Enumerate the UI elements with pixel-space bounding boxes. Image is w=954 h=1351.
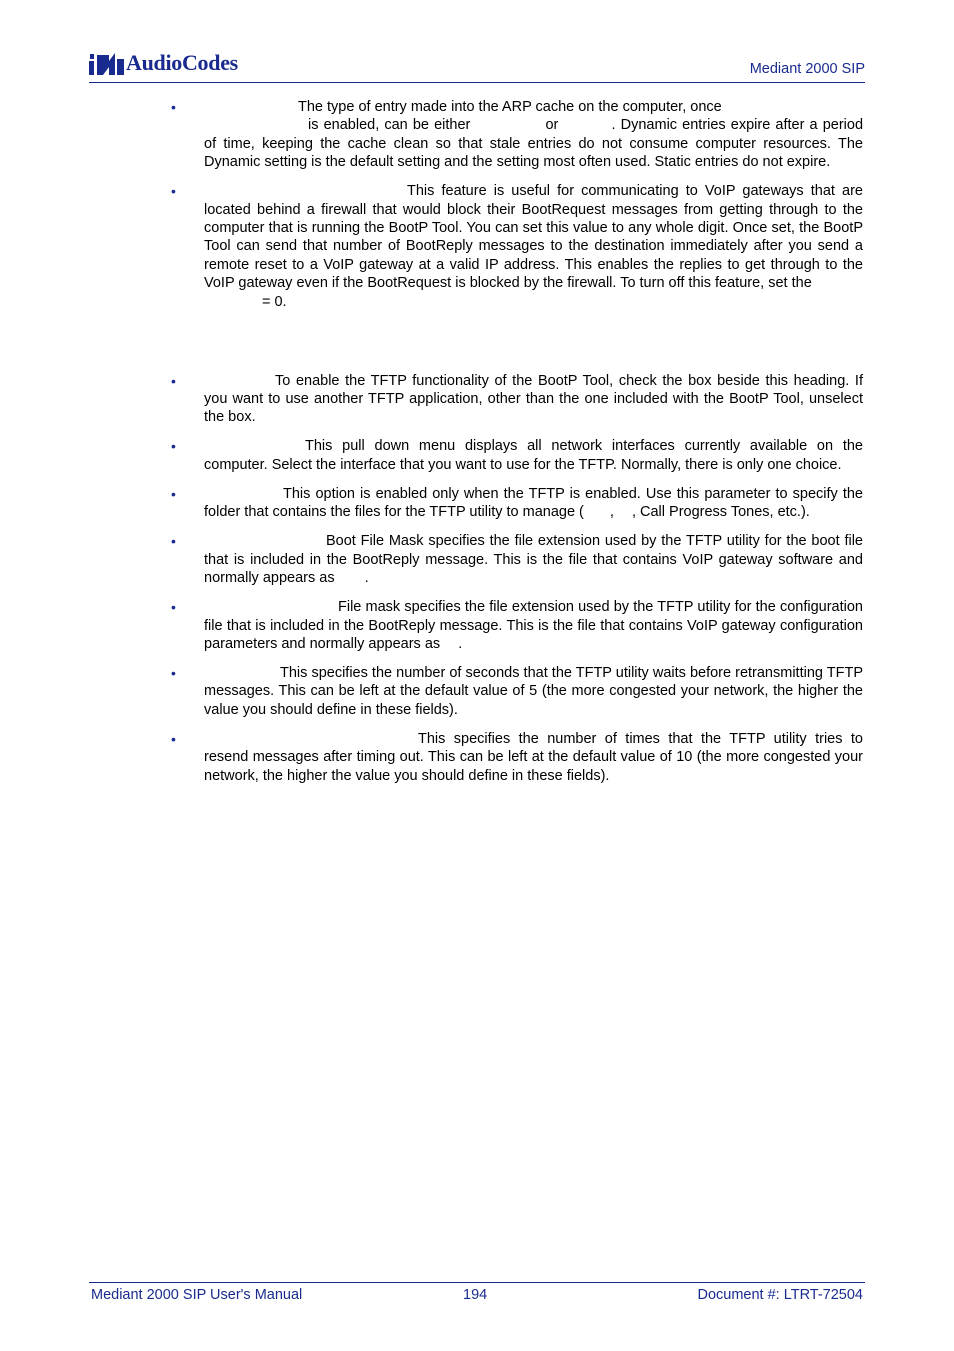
- list-item: [171, 485, 863, 522]
- paragraph-text: = 0.: [262, 293, 287, 310]
- paragraph-text: This specifies the number of seconds that the TFTP utility waits before retransmitting TFTP messages. This can be left at the default value of 5 (the more congested your network, the higher the value you should define in these fields).: [204, 664, 863, 718]
- paragraph-text: Boot File Mask specifies the file extension used by the TFTP utility for the boot file that is included in the BootReply message. This is the file that contains VoIP gateway software and normally appears as: [204, 533, 863, 587]
- footer-document-number: Document #: LTRT-72504: [697, 1287, 863, 1303]
- bullet-icon: •: [171, 372, 176, 389]
- paragraph-text: , Call Progress Tones, etc.).: [631, 504, 810, 521]
- list-item: [171, 372, 863, 427]
- section-gap: [171, 322, 863, 372]
- bullet-icon: •: [171, 183, 176, 200]
- paragraph-text: The type of entry made into the ARP cache on the computer, once: [298, 99, 722, 115]
- paragraph-text: . Dynamic entries expire after a period of time, keeping the cache clean so that stale entries do not consume computer resources. The Dynamic setting is the default setting and the setting most often used. Static entries do not expire.: [204, 117, 864, 171]
- bullet-icon: •: [171, 730, 176, 747]
- bullet-icon: •: [171, 533, 176, 550]
- paragraph-text: This pull down menu displays all network interfaces currently available on the computer. Select the interface that you want to use for the TFTP. Normally, there is only one choice.: [204, 438, 863, 473]
- paragraph-text: File mask specifies the file extension used by the TFTP utility for the configuration file that is included in the BootReply message. This is the file that contains VoIP gateway configuration parameters and normally appears as: [204, 599, 863, 652]
- list-item: [171, 664, 863, 719]
- paragraph-text: or: [545, 117, 559, 134]
- list-item: [171, 598, 863, 653]
- list-item: [171, 730, 863, 785]
- list-item: [171, 437, 863, 474]
- audiocodes-logo: [89, 48, 238, 78]
- paragraph-text: To enable the TFTP functionality of the BootP Tool, check the box beside this heading. If you want to use another TFTP application, other than the one included with the BootP Tool, unselect the box.: [204, 372, 863, 426]
- document-body: [171, 98, 863, 796]
- paragraph-text: This feature is useful for communicating to VoIP gateways that are located behind a firewall that would block their BootRequest messages from getting through to the computer that is running the BootP Tool. You can set this value to any whole digit. Once set, the BootP Tool can send that number of BootReply messages to the destination immediately after you send a remote reset to a VoIP gateway at a valid IP address. This enables the replies to get through to the VoIP gateway even if the BootRequest is blocked by the firewall. To turn off this feature, set the: [204, 183, 863, 292]
- bullet-icon: •: [171, 438, 176, 455]
- page-footer: [89, 1282, 865, 1307]
- list-item: [171, 182, 863, 311]
- bullet-icon: •: [171, 99, 176, 115]
- bullet-icon: •: [171, 599, 176, 616]
- bullet-icon: •: [171, 485, 176, 502]
- bullet-icon: •: [171, 664, 176, 681]
- page-header: [89, 44, 865, 83]
- paragraph-text: This option is enabled only when the TFTP is enabled. Use this parameter to specify the folder that contains the files for the TFTP utility to manage (: [204, 485, 863, 521]
- list-item: [171, 532, 863, 587]
- audiocodes-mark-icon: [89, 49, 125, 77]
- paragraph-text: is enabled, can be either: [308, 117, 471, 134]
- footer-page-number: 194: [463, 1287, 488, 1303]
- footer-manual-title: Mediant 2000 SIP User's Manual: [91, 1287, 303, 1303]
- logo-wordmark: AudioCodes: [126, 50, 238, 75]
- paragraph-text: .: [458, 635, 463, 652]
- header-product-title: Mediant 2000 SIP: [749, 61, 865, 77]
- paragraph-text: .: [364, 570, 369, 587]
- list-item: [171, 98, 863, 172]
- paragraph-text: ,: [609, 504, 614, 521]
- paragraph-text: This specifies the number of times that the TFTP utility tries to resend messages after timing out. This can be left at the default value of 10 (the more congested your network, the higher the value you should define in these fields).: [204, 730, 863, 784]
